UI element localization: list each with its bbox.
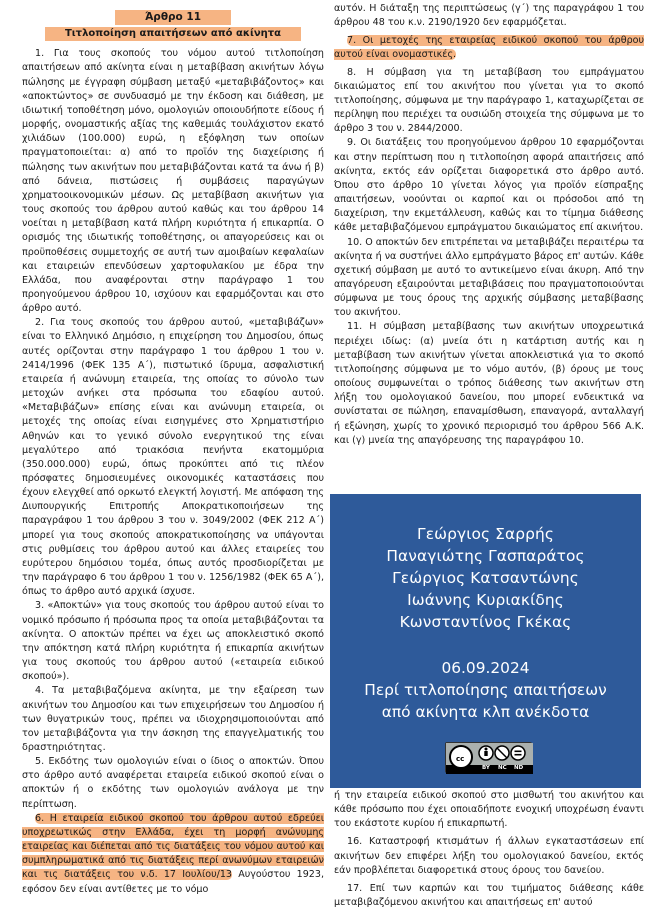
author-name: Κωνσταντίνος Γκέκας bbox=[399, 613, 572, 631]
continuation-text: αυτόν. Η διάταξη της περιπτώσεως (γ΄) της παραγράφου 1 του άρθρου 48 του κ.ν. 2190/1920 δεν εφαρμόζεται. bbox=[334, 3, 644, 29]
subtitle-line-1: Περί τιτλοποίησης απαιτήσεων bbox=[364, 681, 607, 699]
nd-label: ND bbox=[514, 765, 524, 771]
paragraph-6-highlight: 6. Η εταιρεία ειδικού σκοπού του άρθρου αυτού εδρεύει υποχρεωτικώς στην Ελλάδα, έχει τη μορφή ανώνυμης εταιρείας και διέπεται από τις διατάξεις του νόμου αυτού και συμπληρωματικά από τις διατάξεις περί ανωνύμων εταιρειών και τις διατάξεις του ν.δ. 17 Ιουλίου/13 bbox=[22, 812, 324, 881]
paragraph-10: 10. Ο αποκτών δεν επιτρέπεται να μεταβιβάζει περαιτέρω τα ακίνητα ή να συστήνει άλλο εμπράγματο βάρος επ' αυτών. Κάθε σχετική σύμβαση με αυτό το αντικείμενο είναι άκυρη. Από την απαγόρευση εξαιρούνται μεταβιβάσεις που πραγματοποιούνται σύμφωνα με τους όρους της αρχικής σύμβασης μεταβίβασης του ακινήτου. bbox=[334, 236, 644, 319]
right-column bbox=[334, 2, 644, 448]
paragraph-6-tail: Αυγούστου 1923, εφόσον δεν είναι αντίθετες με το νόμο bbox=[22, 869, 324, 895]
paragraph-15-tail: ή την εταιρεία ειδικού σκοπού στο μισθωτή του ακινήτου και κάθε πρόσωπο που έχει οποιαδήποτε ενοχική υποχρέωση έναντι του εκάστοτε κυρίου ή επικαρπωτή. bbox=[334, 790, 644, 830]
article-title: Τιτλοποίηση απαιτήσεων από ακίνητα bbox=[45, 27, 301, 41]
paragraph-2: 2. Για τους σκοπούς του άρθρου αυτού, «μεταβιβάζων» είναι το Ελληνικό Δημόσιο, η επιχείρηση του Δημοσίου, όπως αυτές ορίζονται στην παράγραφο 1 του άρθρου 1 του ν. 2414/1996 (ΦΕΚ 135 Α΄), πιστωτικό ίδρυμα, ασφαλιστική εταιρεία ή ανώνυμη εταιρεία, της οποίας το σύνολο των μετοχών ανήκει στα πρόσωπα του εδαφίου αυτού. «Μεταβιβάζων» επίσης είναι και ανώνυμη εταιρεία, οι μετοχές της οποίας είναι εισηγμένες στο Χρηματιστήριο Αθηνών και το γενικό σύνολο ενεργητικού της είναι μεγαλύτερο από τριακόσια πενήντα εκατομμύρια (350.000.000) ευρώ, όπως προκύπτει από τις πλέον πρόσφατες δημοσιευμένες οικονομικές καταστάσεις που έχουν ελεγχθεί από ορκωτό ελεγκτή λογιστή. Με απόφαση της Διυπουργικής Επιτροπής Αποκρατικοποιήσεων της παραγράφου 1 του άρθρου 3 του ν. 3049/2002 (ΦΕΚ 212 Α΄) μπορεί για τους σκοπούς αποκρατικοποίησης να υπάγονται στις ρυθμίσεις του άρθρου αυτού και άλλες εταιρείες του ευρύτερου δημόσιου τομέα, όπως αυτός προσδιορίζεται με την παράγραφο 6 του άρθρου 1 του ν. 1256/1982 (ΦΕΚ 65 Α΄), όπως το άρθρο αυτό αρχικά ίσχυσε. bbox=[22, 317, 324, 598]
paragraph-6 bbox=[22, 812, 324, 897]
article-number: Άρθρο 11 bbox=[115, 10, 231, 25]
paragraph-16: 16. Καταστροφή κτισμάτων ή άλλων εγκαταστάσεων επί ακινήτων δεν επιφέρει λήξη του ομολογιακού δανείου, εκτός εάν προβλέπεται διαφορετικά στους όρους του δανείου. bbox=[334, 836, 644, 876]
subtitle-line-2: από ακίνητα κλπ ανέκδοτα bbox=[381, 703, 590, 721]
paragraph-17: 17. Επί των καρπών και του τιμήματος διάθεσης κάθε μεταβιβαζόμενου ακινήτου και απαιτήσεως επ' αυτού bbox=[334, 882, 644, 909]
author-list bbox=[330, 523, 641, 633]
article-header bbox=[22, 10, 324, 41]
cc-text: cc bbox=[456, 755, 465, 763]
paragraph-3: 3. «Αποκτών» για τους σκοπούς του άρθρου αυτού είναι το νομικό πρόσωπο ή πρόσωπα προς τα οποία μεταβιβάζονται τα ακίνητα. Ο αποκτών πρέπει να έχει ως αποκλειστικό σκοπό την απόκτηση κατά πλήρη κυριότητα ή επικαρπία ακινήτων για τους σκοπούς του άρθρου αυτού («εταιρεία ειδικού σκοπού»). bbox=[22, 600, 324, 683]
author-name: Γεώργιος Κατσαντώνης bbox=[392, 569, 579, 587]
author-name: Γεώργιος Σαρρής bbox=[417, 525, 554, 543]
paragraph-9: 9. Οι διατάξεις του προηγούμενου άρθρου 10 εφαρμόζονται και στην περίπτωση που η τιτλοποίηση αφορά απαιτήσεις από ακίνητα, εκτός εάν ορίζεται διαφορετικά στο άρθρο αυτό. Όπου στο άρθρο 10 γίνεται λόγος για προϊόν είσπραξης απαιτήσεων, νοούνται οι καρποί και οι πρόσοδοι από τη διαχείριση, την εκμετάλλευση, καθώς και το τίμημα διάθεσης κάθε μεταβιβαζόμενου εμπράγματου δικαιώματος επί ακινήτου. bbox=[334, 137, 644, 234]
cover-panel bbox=[330, 494, 641, 788]
paragraph-11: 11. Η σύμβαση μεταβίβασης των ακινήτων υποχρεωτικά περιέχει ιδίως: (α) μνεία ότι η κατάρτιση αυτής και η μεταβίβαση των ακινήτων γίνεται αποκλειστικά για το σκοπό τιτλοποίησης σύμφωνα με το νόμο αυτόν, (β) όρους με τους οποίους συμφωνείται ο τρόπος διάθεσης των ακινήτων στη λήξη του ομολογιακού δανείου, που μπορεί ενδεικτικά να συνίσταται σε πώληση, επαναμίσθωση, επαναγορά, ανταλλαγή ή εξώνηση, χωρίς το χρονικό περιορισμό του άρθρου 566 Α.Κ. και (γ) μνεία της απαγόρευσης της παραγράφου 10. bbox=[334, 321, 644, 446]
author-name: Παναγιώτης Γασπαράτος bbox=[386, 547, 585, 565]
left-column bbox=[22, 10, 324, 897]
paragraph-5: 5. Εκδότης των ομολογιών είναι ο ίδιος ο αποκτών. Όπου στο άρθρο αυτό αναφέρεται εταιρεία ειδικού σκοπού είναι ο αποκτών ή ο εκδότης των ομολογιών ανάλογα με την περίπτωση. bbox=[22, 756, 324, 810]
author-name: Ιωάννης Κυριακίδης bbox=[407, 591, 564, 609]
paragraph-8: 8. Η σύμβαση για τη μεταβίβαση του εμπράγματου δικαιώματος επί του ακινήτου που γίνεται για το σκοπό τιτλοποίησης, σύμφωνα με την παράγραφο 1, καταχωρίζεται σε περίληψη που περιέχει τα ουσιώδη στοιχεία της σύμφωνα με το άρθρο 3 του ν. 2844/2000. bbox=[334, 66, 644, 135]
paragraph-7-highlight: 7. Οι μετοχές της εταιρείας ειδικού σκοπού του άρθρου αυτού είναι ονομαστικές. bbox=[334, 35, 644, 61]
paragraph-4: 4. Τα μεταβιβαζόμενα ακίνητα, με την εξαίρεση των ακινήτων του Δημοσίου και των επιχειρήσεων του Δημοσίου ή των θυγατρικών τους, πρέπει να ιδιοχρησιμοποιούνται από τον μεταβιβάζοντα για την άσκηση της επαγγελματικής του δραστηριότητας. bbox=[22, 685, 324, 753]
publication-date: 06.09.2024 bbox=[441, 659, 530, 677]
paragraph-7 bbox=[334, 34, 644, 62]
paragraph-1: 1. Για τους σκοπούς του νόμου αυτού τιτλοποίηση απαιτήσεων από ακίνητα είναι η μεταβίβαση ακινήτων λόγω πώλησης με έγγραφη σύμβαση μεταξύ «μεταβιβάζοντος» και «αποκτώντος» σε συνδυασμό με την έκδοση και διάθεση, με ιδιωτική τοποθέτηση μόνο, ομολογιών οποιουδήποτε είδους ή μορφής, ονομαστικής αξίας της καθεμιάς τουλάχιστον εκατό χιλιάδων (100.000) ευρώ, η εξόφληση των οποίων πραγματοποιείται: α) από το προϊόν της διαχείρισης ή πώλησης των ακινήτων που μεταβιβάζονται κατά τα άνω ή β) από δάνεια, πιστώσεις ή συμβάσεις παραγώγων χρηματοοικονομικών μέσων. Ως μεταβίβαση ακινήτων για τους σκοπούς του άρθρου αυτού καθώς και του άρθρου 14 νοείται η μεταβίβαση κατά πλήρη κυριότητα ή επικαρπία. Ο ορισμός της ιδιωτικής τοποθέτησης, οι απαγορεύσεις και οι προϋποθέσεις συμμετοχής σε αυτή των αμοιβαίων κεφαλαίων και εταιρειών επενδύσεων χαρτοφυλακίου με έδρα την Ελλάδα, που αναφέρονται στην παράγραφο 1 του προηγούμενου άρθρου 10, ισχύουν και εφαρμόζονται και στο άρθρο αυτό. bbox=[22, 48, 324, 315]
by-label: BY bbox=[482, 765, 490, 771]
cc-license-badge bbox=[445, 742, 532, 773]
nc-label: NC bbox=[498, 765, 507, 771]
nd-icon bbox=[511, 746, 525, 760]
right-column-bottom bbox=[334, 789, 644, 910]
